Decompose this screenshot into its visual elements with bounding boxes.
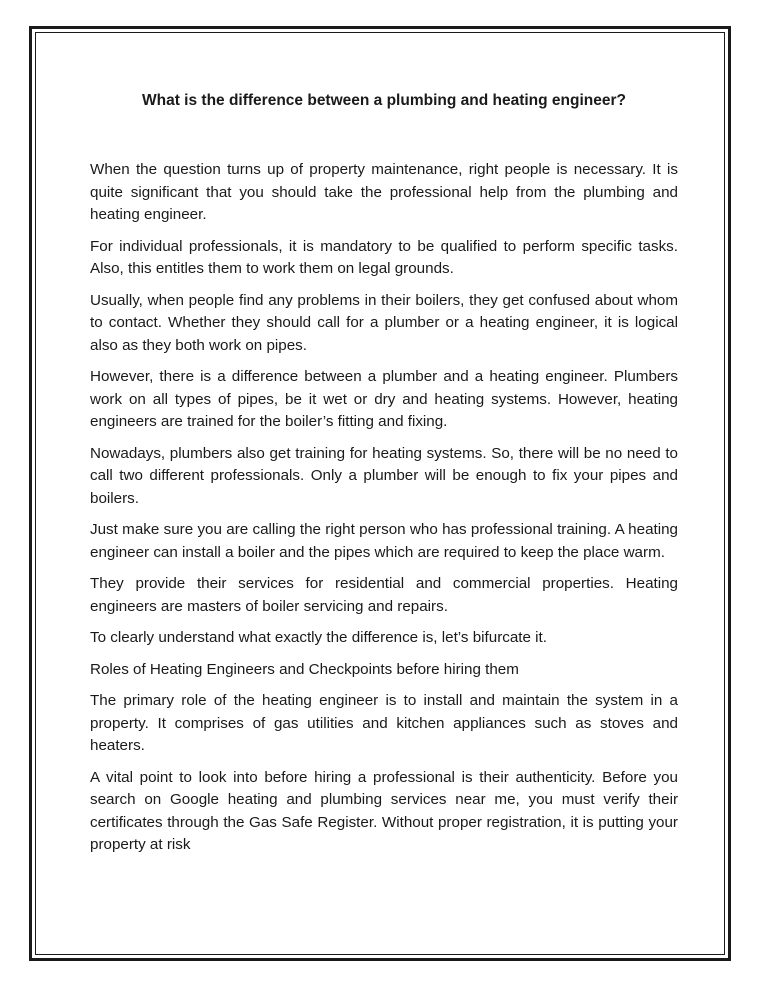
- paragraph-intro: When the question turns up of property maintenance, right people is necessary. It is quite significant that you should take the professional help from the plumbing and heating engineer.: [90, 161, 678, 223]
- paragraph-primary-role: The primary role of the heating engineer is to install and maintain the system in a property. It comprises of gas utilities and kitchen appliances such as stoves and heaters.: [90, 692, 678, 754]
- document-title: What is the difference between a plumbing and heating engineer?: [141, 92, 626, 109]
- paragraph-qualification: For individual professionals, it is mandatory to be qualified to perform specific tasks. Also, this entitles them to work them on legal grounds.: [90, 237, 678, 277]
- section-heading-roles: Roles of Heating Engineers and Checkpoints before hiring them: [90, 660, 519, 678]
- paragraph-bifurcate: To clearly understand what exactly the difference is, let’s bifurcate it.: [90, 629, 547, 646]
- paragraph-confusion: Usually, when people find any problems in their boilers, they get confused about whom to contact. Whether they should call for a plumber or a heating engineer, it is logical also as they both work on pipes.: [90, 291, 678, 354]
- paragraph-training: Nowadays, plumbers also get training for heating systems. So, there will be no need to call two different professionals. Only a plumber will be enough to fix your pipes and boilers.: [90, 444, 678, 507]
- paragraph-right-person: Just make sure you are calling the right person who has professional training. A heating engineer can install a boiler and the pipes which are required to keep the place warm.: [90, 521, 678, 561]
- paragraph-services: They provide their services for residential and commercial properties. Heating engineers are masters of boiler servicing and repairs.: [90, 575, 678, 615]
- paragraph-authenticity: A vital point to look into before hiring a professional is their authenticity. Before you search on Google heating and plumbing services near me, you must verify their certificates through the Gas Safe Register. Without proper registration, it is putting your property at risk: [90, 768, 678, 853]
- document-body: [90, 91, 678, 866]
- paragraph-difference: However, there is a difference between a plumber and a heating engineer. Plumbers work on all types of pipes, be it wet or dry and heating systems. However, heating engineers are trained for the boiler’s fitting and fixing.: [90, 368, 678, 430]
